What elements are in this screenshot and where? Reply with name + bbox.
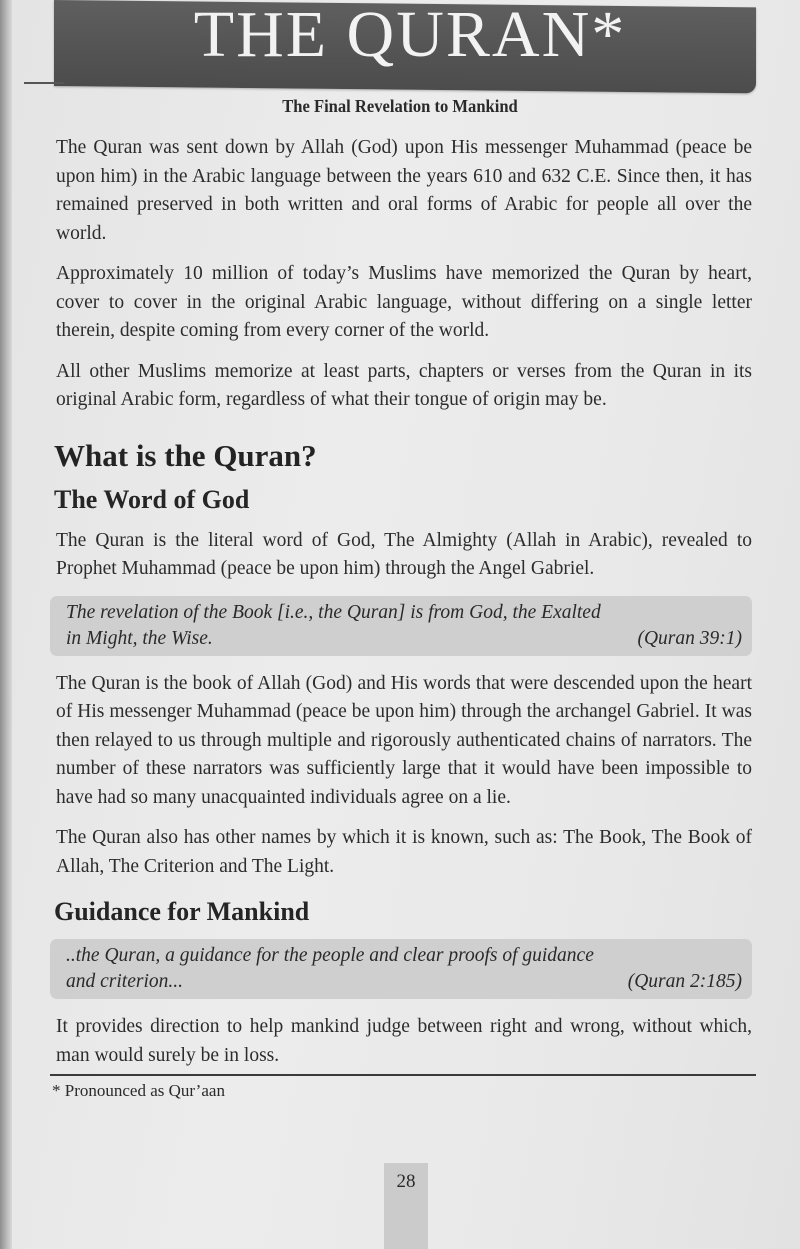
guidance-paragraph: It provides direction to help mankind judge between right and wrong, without which, man would surely be in loss.: [56, 1016, 752, 1066]
quote-line-2-row: [66, 626, 742, 652]
page-content: [52, 134, 752, 1102]
page-number-tab: [384, 1163, 428, 1249]
word-of-god-paragraph: The Quran is the literal word of God, The Almighty (Allah in Arabic), revealed to Prophet Muhammad (peace be upon him) through the Angel Gabriel.: [56, 529, 752, 579]
footnote: * Pronounced as Qur’aan: [52, 1081, 225, 1100]
intro-paragraph-1: The Quran was sent down by Allah (God) upon His messenger Muhammad (peace be upon him) in the Arabic language between the years 610 and 632 C.E. Since then, it has remained preserved in both written and oral forms of Arabic for people all over the world.: [56, 137, 752, 244]
page-number: 28: [396, 1171, 416, 1192]
subheading-guidance-for-mankind: Guidance for Mankind: [54, 897, 310, 926]
page-title: THE QURAN*: [193, 0, 627, 71]
quote-line-1: The revelation of the Book [i.e., the Quran] is from God, the Exalted: [66, 601, 601, 623]
quote-box-2-185: [50, 939, 752, 999]
quote-citation: (Quran 39:1): [637, 627, 742, 649]
quote-line-1: ..the Quran, a guidance for the people and clear proofs of guidance: [66, 945, 594, 966]
book-spine-edge: [0, 0, 12, 1249]
title-rule: [24, 82, 64, 84]
intro-paragraph-2: Approximately 10 million of today’s Muslims have memorized the Quran by heart, cover to cover in the original Arabic language, without differing on a single letter therein, despite coming from every corner of the world.: [56, 263, 752, 341]
quote-box-39-1: [50, 596, 752, 656]
quote-line-2-row: [66, 969, 742, 995]
quote-citation: (Quran 2:185): [627, 971, 742, 992]
quote-line-2: in Might, the Wise.: [66, 627, 213, 649]
section-heading-what-is-quran: What is the Quran?: [54, 437, 317, 473]
book-of-allah-paragraph: The Quran is the book of Allah (God) and His words that were descended upon the heart of His messenger Muhammad (peace be upon him) through the archangel Gabriel. It was then relayed to us through multiple and rigorously authenticated chains of narrators. The number of these narrators was sufficiently large that it would have been impossible to have had so many unacquainted individuals agree on a lie.: [56, 672, 752, 808]
intro-paragraph-3: All other Muslims memorize at least parts, chapters or verses from the Quran in its original Arabic form, regardless of what their tongue of origin may be.: [56, 360, 752, 410]
other-names-paragraph: The Quran also has other names by which it is known, such as: The Book, The Book of Allah, The Criterion and The Light.: [56, 827, 752, 877]
footnote-divider: [50, 1074, 756, 1076]
page-subtitle: The Final Revelation to Mankind: [282, 96, 518, 116]
quote-line-2: and criterion...: [66, 971, 183, 992]
subheading-word-of-god: The Word of God: [54, 484, 250, 514]
